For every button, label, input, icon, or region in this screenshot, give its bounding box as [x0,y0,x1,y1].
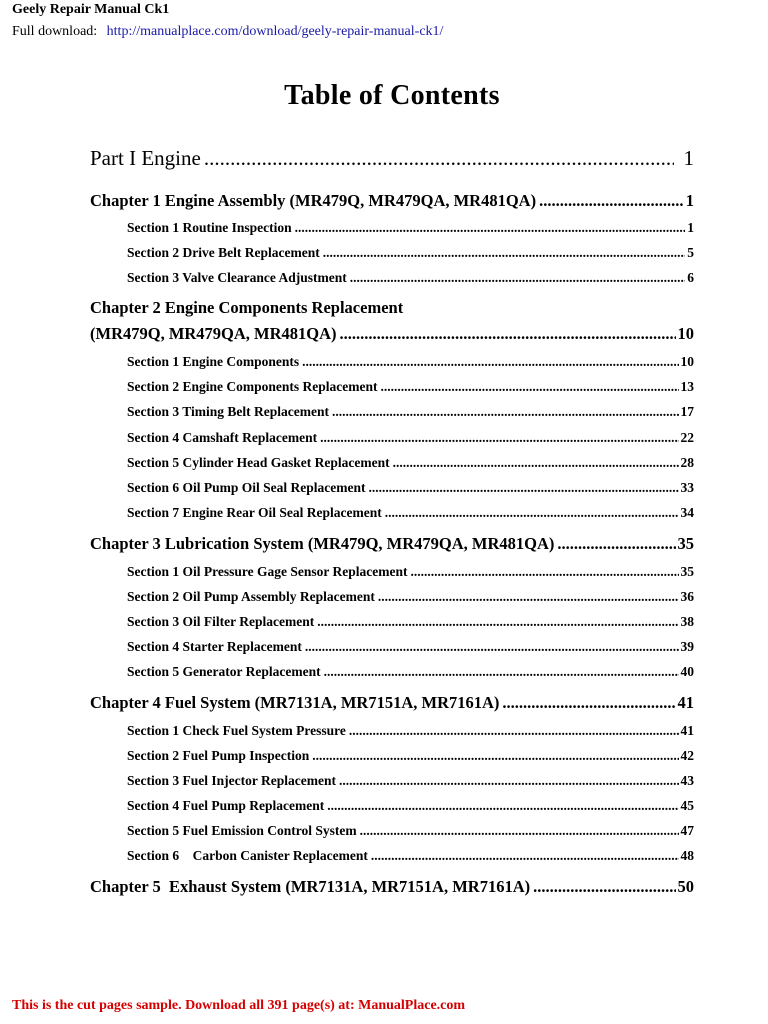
section-label: Section 2 Engine Components Replacement [127,379,378,394]
section-page: 47 [680,823,694,838]
section-page: 48 [680,848,694,863]
toc-heading: Table of Contents [284,80,500,111]
leader-dots [381,379,679,395]
leader-dots [302,354,678,370]
toc-section-entry[interactable] [127,639,694,655]
leader-dots [323,245,686,261]
toc-section-entry[interactable] [127,270,694,286]
section-page: 22 [680,430,694,445]
section-page: 34 [680,505,694,520]
chapter-label: Chapter 4 Fuel System (MR7131A, MR7151A, MR7161A) [90,693,500,712]
leader-dots [349,723,679,739]
leader-dots [350,270,686,286]
toc-section-entry[interactable] [127,614,694,630]
section-label: Section 4 Camshaft Replacement [127,430,318,445]
leader-dots [295,220,686,236]
section-label: Section 2 Fuel Pump Inspection [127,748,310,763]
section-label: Section 1 Engine Components [127,354,300,369]
download-line [12,24,443,40]
section-page: 33 [680,480,694,495]
toc-section-entry[interactable] [127,505,694,521]
toc-chapter-entry[interactable] [90,877,694,897]
section-label: Section 2 Drive Belt Replacement [127,245,320,260]
leader-dots [312,748,678,764]
section-page: 35 [680,564,694,579]
toc-chapter-entry[interactable] [90,534,694,554]
section-label: Section 3 Valve Clearance Adjustment [127,270,347,285]
section-label: Section 3 Oil Filter Replacement [127,614,315,629]
toc-section-entry[interactable] [127,664,694,680]
toc-chapter-entry[interactable] [90,324,694,344]
leader-dots [324,664,679,680]
leader-dots [305,639,679,655]
section-page: 41 [680,723,694,738]
toc-section-entry[interactable] [127,823,694,839]
section-page: 39 [680,639,694,654]
section-page: 17 [680,404,694,419]
leader-dots [360,823,679,839]
section-page: 13 [680,379,694,394]
leader-dots [539,191,684,211]
section-label: Section 3 Timing Belt Replacement [127,404,329,419]
leader-dots [410,564,678,580]
leader-dots [327,798,678,814]
leader-dots [320,430,678,446]
toc-part-label: Part I Engine [90,146,201,170]
leader-dots [340,324,676,344]
toc-part-entry[interactable] [90,146,694,171]
leader-dots [204,146,674,171]
section-label: Section 2 Oil Pump Assembly Replacement [127,589,375,604]
section-page: 10 [680,354,694,369]
toc-section-entry[interactable] [127,798,694,814]
leader-dots [385,505,679,521]
toc-section-entry[interactable] [127,723,694,739]
download-label: Full download: [12,24,98,39]
section-page: 45 [680,798,694,813]
leader-dots [378,589,679,605]
section-page: 40 [680,664,694,679]
leader-dots [502,693,675,713]
chapter-label: Chapter 3 Lubrication System (MR479Q, MR479QA, MR481QA) [90,534,555,553]
section-page: 28 [680,455,694,470]
section-label: Section 6 Oil Pump Oil Seal Replacement [127,480,366,495]
chapter-page: 41 [677,693,694,712]
toc-section-entry[interactable] [127,220,694,236]
leader-dots [332,404,679,420]
section-page: 43 [680,773,694,788]
toc-chapter-entry[interactable] [90,191,694,211]
section-page: 42 [680,748,694,763]
chapter-label: Chapter 1 Engine Assembly (MR479Q, MR479QA, MR481QA) [90,191,537,210]
toc-section-entry[interactable] [127,245,694,261]
section-label: Section 1 Check Fuel System Pressure [127,723,346,738]
chapter-page: 50 [677,877,694,896]
leader-dots [557,534,675,554]
chapter-page: 1 [685,191,694,210]
toc-section-entry[interactable] [127,848,694,864]
toc-section-entry[interactable] [127,354,694,370]
leader-dots [533,877,675,897]
leader-dots [339,773,679,789]
section-label: Section 5 Fuel Emission Control System [127,823,357,838]
toc-section-entry[interactable] [127,589,694,605]
chapter-label: Chapter 5 Exhaust System (MR7131A, MR7151A, MR7161A) [90,877,531,896]
toc-section-entry[interactable] [127,379,694,395]
chapter-page: 10 [677,324,694,343]
section-label: Section 1 Routine Inspection [127,220,292,235]
section-label: Section 5 Generator Replacement [127,664,321,679]
section-page: 5 [687,245,694,260]
sample-notice: This is the cut pages sample. Download all 391 page(s) at: ManualPlace.com [12,998,466,1013]
section-page: 6 [687,270,694,285]
toc-section-entry[interactable] [127,430,694,446]
chapter-page: 35 [677,534,694,553]
chapter-label: (MR479Q, MR479QA, MR481QA) [90,324,337,343]
section-page: 36 [680,589,694,604]
section-label: Section 7 Engine Rear Oil Seal Replacement [127,505,382,520]
section-label: Section 5 Cylinder Head Gasket Replacement [127,455,390,470]
section-label: Section 1 Oil Pressure Gage Sensor Replacement [127,564,408,579]
leader-dots [393,455,679,471]
section-page: 1 [687,220,694,235]
chapter-label-line1[interactable]: Chapter 2 Engine Components Replacement [90,298,404,317]
leader-dots [371,848,679,864]
document-title: Geely Repair Manual Ck1 [12,2,170,17]
toc-chapter-entry[interactable] [90,693,694,713]
leader-dots [369,480,679,496]
toc-part-page: 1 [683,146,694,170]
toc-section-entry[interactable] [127,480,694,496]
section-label: Section 4 Starter Replacement [127,639,302,654]
toc-section-entry[interactable] [127,564,694,580]
toc-section-entry[interactable] [127,748,694,764]
download-link[interactable]: http://manualplace.com/download/geely-repair-manual-ck1/ [106,24,444,39]
toc-section-entry[interactable] [127,773,694,789]
section-page: 38 [680,614,694,629]
toc-section-entry[interactable] [127,404,694,420]
section-label: Section 4 Fuel Pump Replacement [127,798,325,813]
section-label: Section 3 Fuel Injector Replacement [127,773,336,788]
toc-section-entry[interactable] [127,455,694,471]
leader-dots [317,614,678,630]
section-label: Section 6 Carbon Canister Replacement [127,848,368,863]
